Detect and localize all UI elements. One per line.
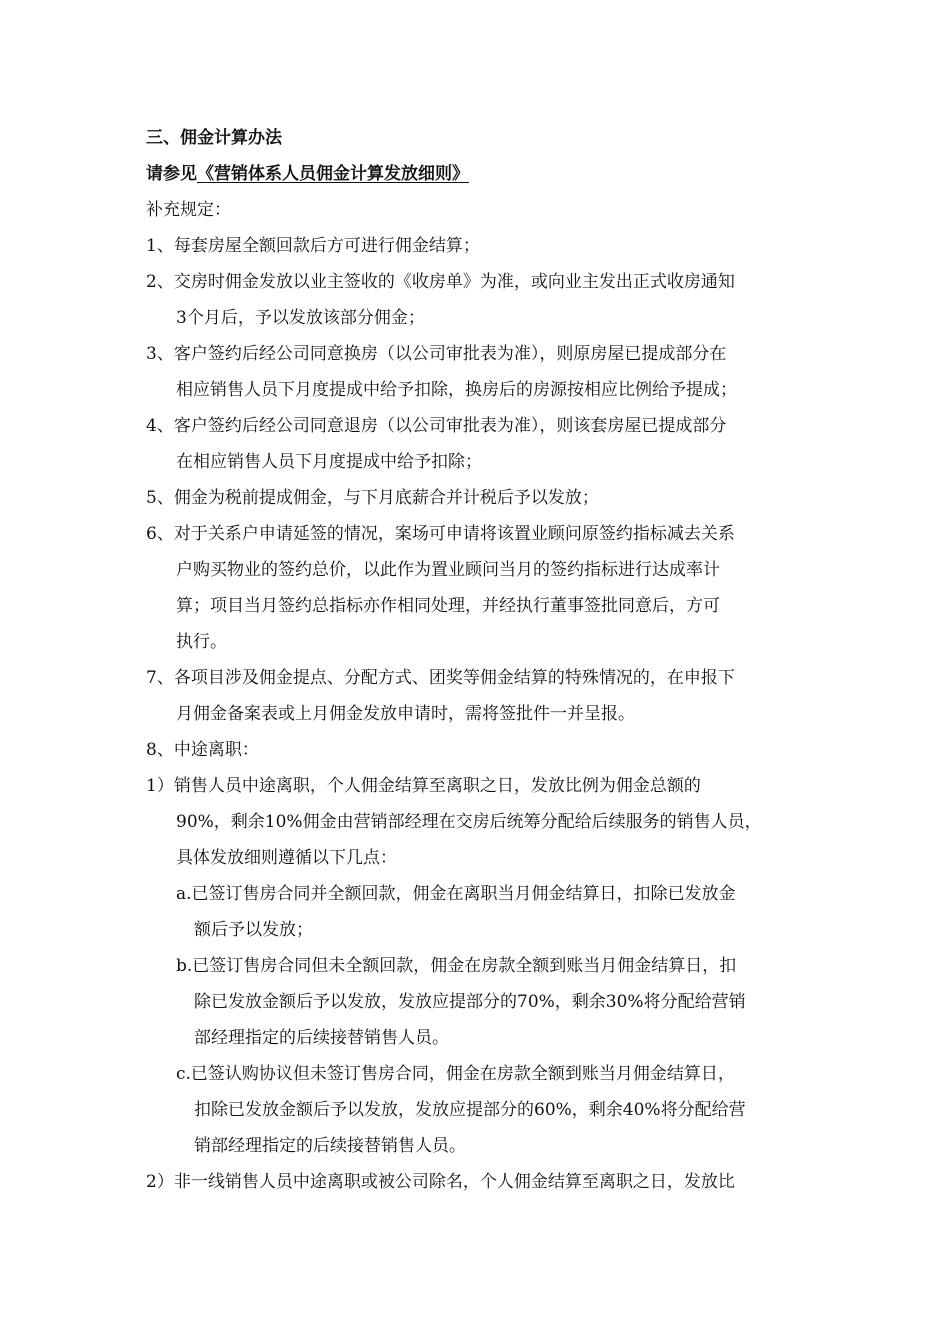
rule-line: 8、中途离职： (146, 740, 259, 760)
rule-line: 2、交房时佣金发放以业主签收的《收房单》为准，或向业主发出正式收房通知 (146, 272, 735, 292)
rule-line: 6、对于关系户申请延签的情况，案场可申请将该置业顾问原签约指标减去关系 (146, 524, 735, 544)
rule-line: 相应销售人员下月度提成中给予扣除，换房后的房源按相应比例给予提成； (176, 380, 737, 400)
rule-line: 3、客户签约后经公司同意换房（以公司审批表为准），则原房屋已提成部分在 (146, 344, 727, 364)
rule-line: b.已签订售房合同但未全额回款，佣金在房款全额到账当月佣金结算日，扣 (176, 956, 737, 976)
rule-line: 2）非一线销售人员中途离职或被公司除名，个人佣金结算至离职之日，发放比 (146, 1172, 735, 1192)
reference-title: 《营销体系人员佣金计算发放细则》 (197, 164, 469, 184)
rule-line: 1、每套房屋全额回款后方可进行佣金结算； (146, 236, 480, 256)
rule-line: 算；项目当月签约总指标亦作相同处理，并经执行董事签批同意后，方可 (176, 596, 720, 616)
rule-line: 销部经理指定的后续接替销售人员。 (194, 1136, 466, 1156)
rule-line: 扣除已发放金额后予以发放，发放应提部分的60%，剩余40%将分配给营 (194, 1100, 746, 1120)
rule-line: 3个月后，予以发放该部分佣金； (176, 308, 425, 328)
supplement-label: 补充规定： (146, 200, 231, 220)
rule-line: 部经理指定的后续接替销售人员。 (194, 1028, 449, 1048)
rule-line: 在相应销售人员下月度提成中给予扣除； (176, 452, 482, 472)
reference-prefix: 请参见 (146, 164, 197, 184)
rule-line: 户购买物业的签约总价，以此作为置业顾问当月的签约指标进行达成率计 (176, 560, 720, 580)
rule-line: 执行。 (176, 632, 227, 652)
section-heading: 三、佣金计算办法 (146, 128, 282, 148)
rule-line: 90%，剩余10%佣金由营销部经理在交房后统筹分配给后续服务的销售人员， (176, 812, 762, 832)
rule-line: 月佣金备案表或上月佣金发放申请时，需将签批件一并呈报。 (176, 704, 635, 724)
rule-line: 1）销售人员中途离职，个人佣金结算至离职之日，发放比例为佣金总额的 (146, 776, 701, 796)
rule-line: 5、佣金为税前提成佣金，与下月底薪合并计税后予以发放； (146, 488, 599, 508)
rule-line: 7、各项目涉及佣金提点、分配方式、团奖等佣金结算的特殊情况的，在申报下 (146, 668, 735, 688)
rule-line: a.已签订售房合同并全额回款，佣金在离职当月佣金结算日，扣除已发放金 (176, 884, 736, 904)
rule-line: c.已签认购协议但未签订售房合同，佣金在房款全额到账当月佣金结算日， (176, 1064, 735, 1084)
rule-line: 4、客户签约后经公司同意退房（以公司审批表为准），则该套房屋已提成部分 (146, 416, 727, 436)
reference-line (146, 162, 950, 186)
rule-line: 具体发放细则遵循以下几点： (176, 848, 397, 868)
rule-line: 除已发放金额后予以发放，发放应提部分的70%，剩余30%将分配给营销 (194, 992, 746, 1012)
rule-line: 额后予以发放； (194, 920, 313, 940)
